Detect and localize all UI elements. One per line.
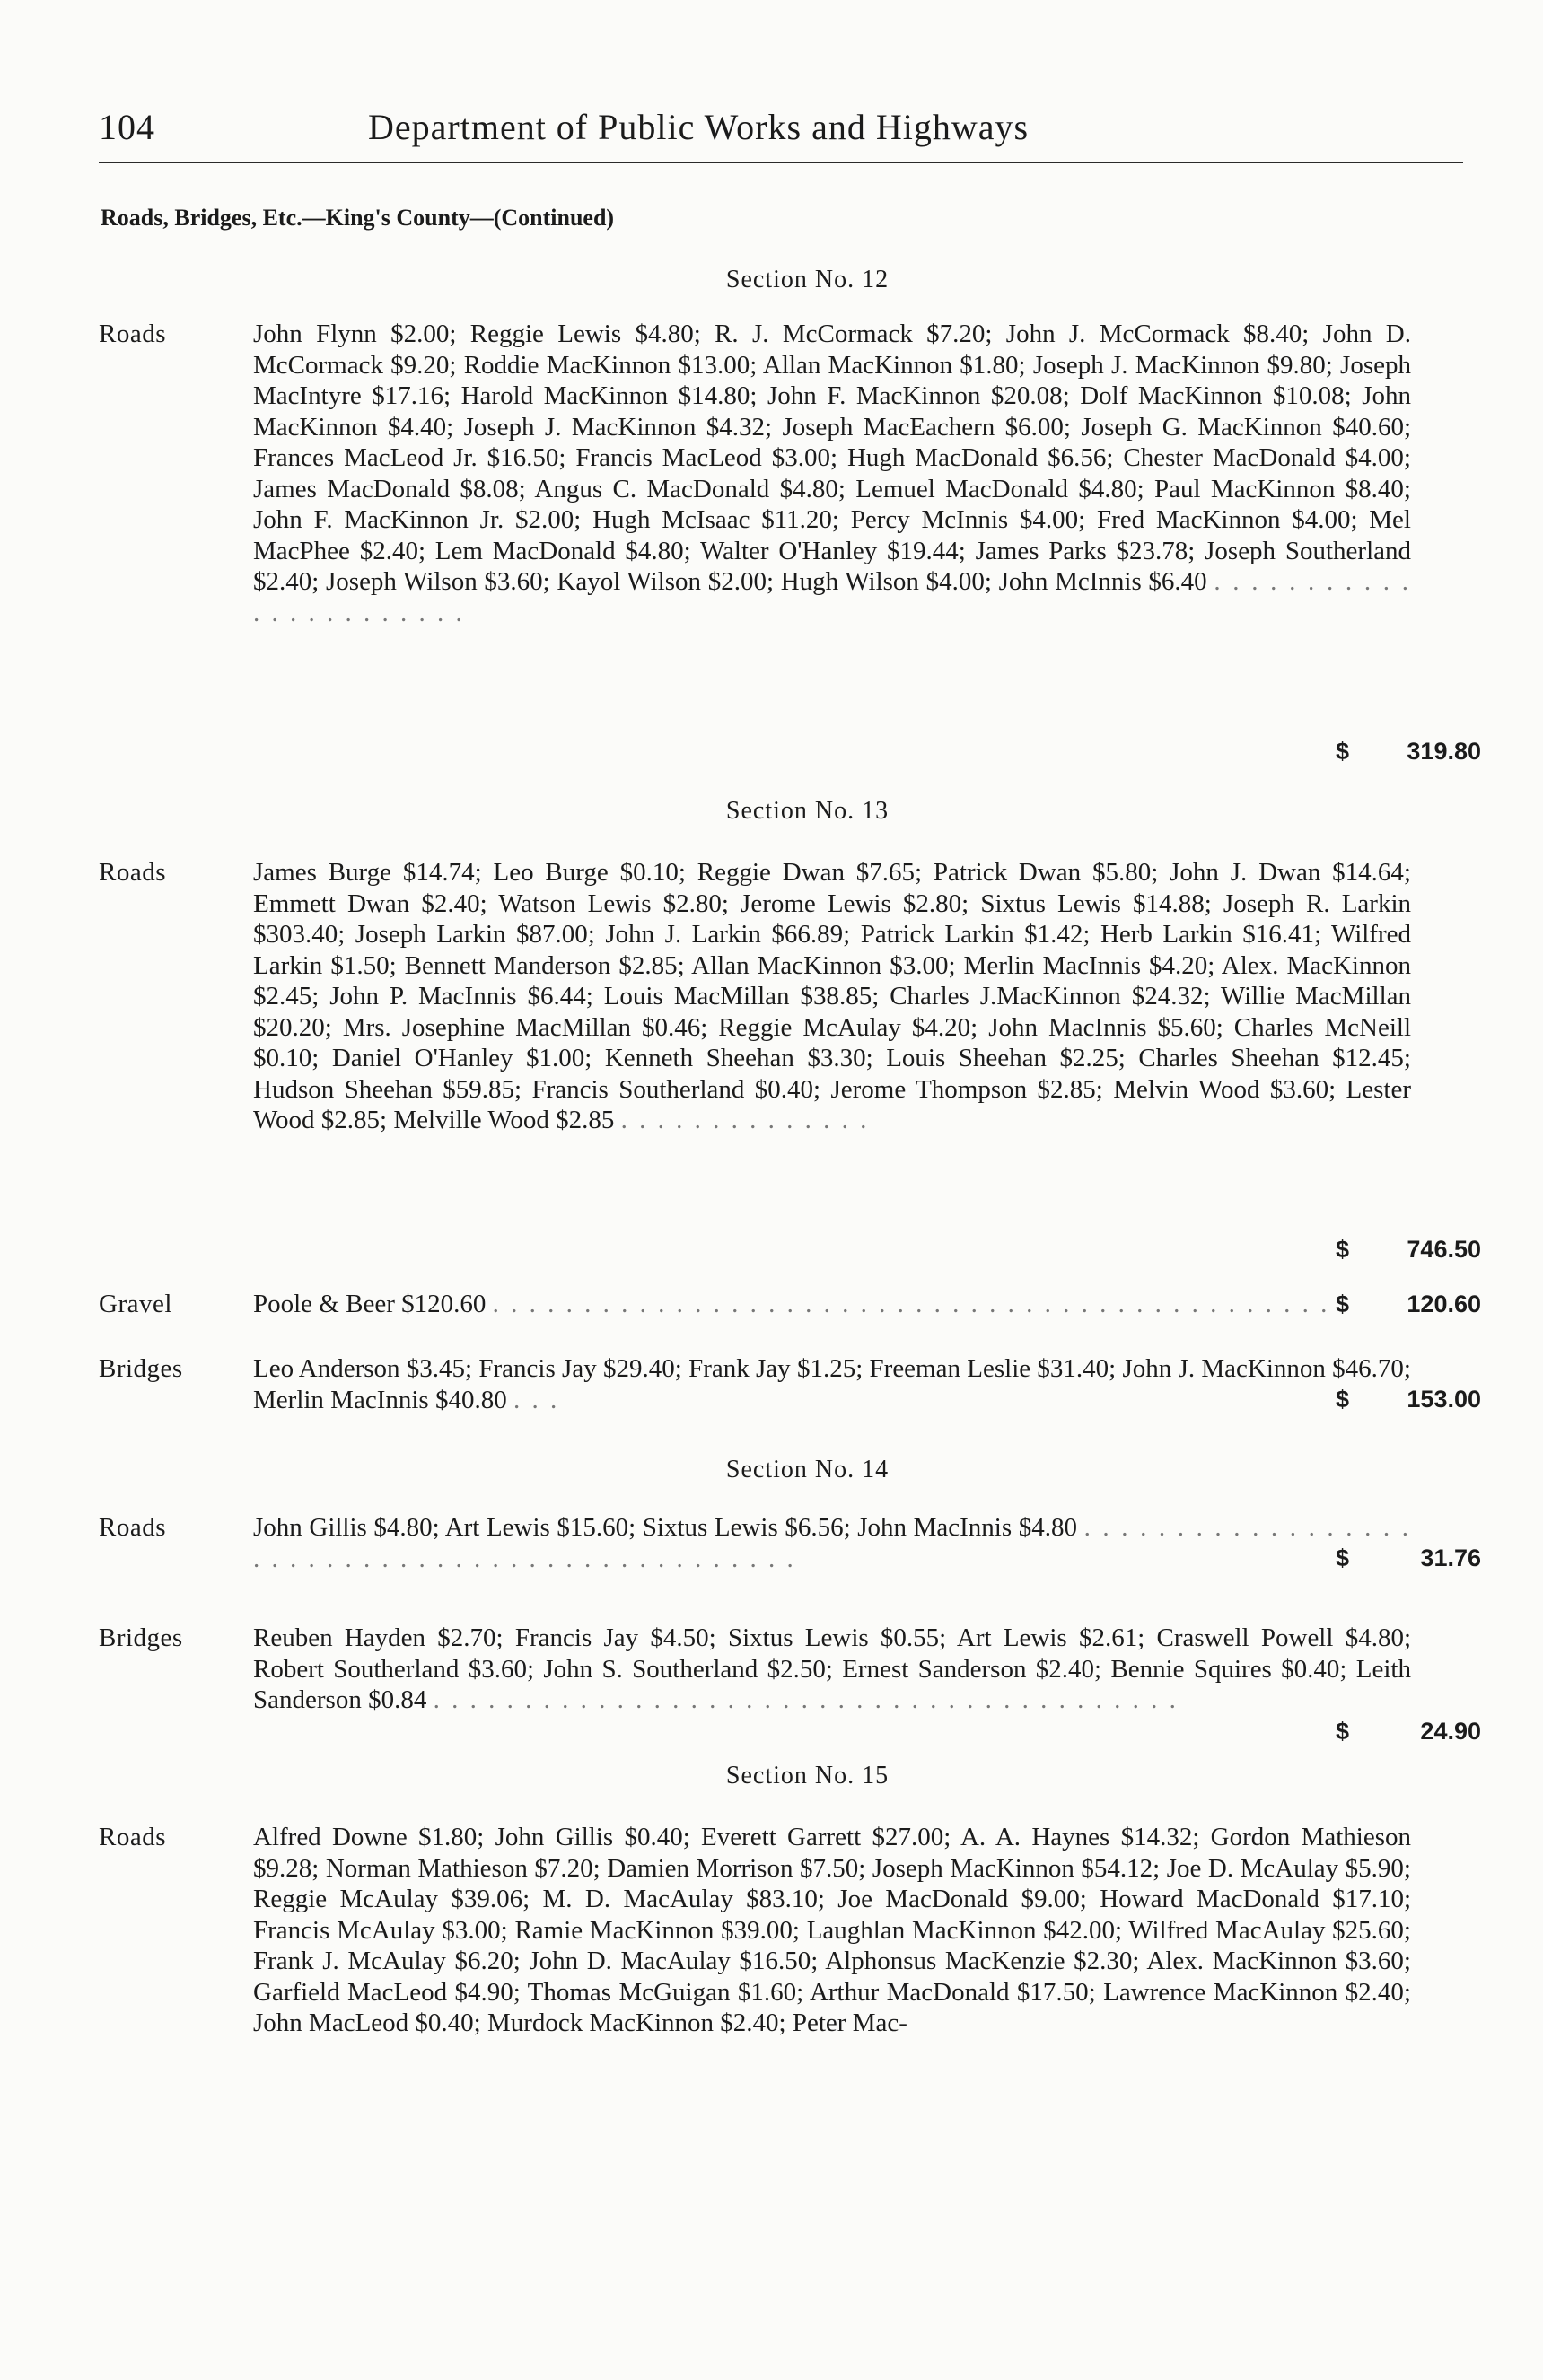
entry-payees: John Gillis $4.80; Art Lewis $15.60; Sixtus Lewis $6.56; John MacInnis $4.80 bbox=[253, 1513, 1077, 1542]
entry-label: Roads bbox=[99, 1823, 166, 1851]
entry-text bbox=[253, 1822, 1411, 2039]
dot-leader: . . . bbox=[513, 1385, 560, 1414]
currency-sign: $ bbox=[1336, 1291, 1350, 1317]
entry-label: Roads bbox=[99, 1513, 166, 1542]
entry-text bbox=[253, 857, 1411, 1136]
entry-payees: Alfred Downe $1.80; John Gillis $0.40; Everett Garrett $27.00; A. A. Haynes $14.32; Gordon Mathieson $9.28; Norman Mathieson $7.20; Damien Morrison $7.50; Joseph MacKinnon $54.12; Joe D. McAulay $5.90; Reggie McAulay $39.06; M. D. MacAulay $83.10; Joe MacDonald $9.00; Howard MacDonald $17.10; Francis McAulay $3.00; Ramie MacKinnon $39.00; Laughlan MacKinnon $42.00; Wilfred MacAulay $25.60; Frank J. McAulay $6.20; John D. MacAulay $16.50; Alphonsus MacKenzie $2.30; Alex. MacKinnon $3.60; Garfield MacLeod $4.90; Thomas McGuigan $1.60; Arthur MacDonald $17.50; Lawrence MacKinnon $2.40; John MacLeod $0.40; Murdock MacKinnon $2.40; Peter Mac- bbox=[253, 1823, 1411, 2037]
header-rule bbox=[99, 162, 1463, 163]
entry-payees: Leo Anderson $3.45; Francis Jay $29.40; Frank Jay $1.25; Freeman Leslie $31.40; John J. MacKinnon $46.70; Merlin MacInnis $40.80 bbox=[253, 1354, 1411, 1414]
entry-text bbox=[253, 1353, 1411, 1415]
entry-text bbox=[253, 1623, 1411, 1716]
entry-label: Gravel bbox=[99, 1290, 172, 1318]
continued-title: Roads, Bridges, Etc.—King's County—(Continued) bbox=[101, 205, 615, 231]
entry-text bbox=[253, 1512, 1411, 1574]
total-amount: 24.90 bbox=[1420, 1718, 1481, 1745]
entry-payees: James Burge $14.74; Leo Burge $0.10; Reggie Dwan $7.65; Patrick Dwan $5.80; John J. Dwan $14.64; Emmett Dwan $2.40; Watson Lewis $2.80; Jerome Lewis $2.80; Sixtus Lewis $14.88; Joseph R. Larkin $303.40; Joseph Larkin $87.00; John J. Larkin $66.89; Patrick Larkin $1.42; Herb Larkin $16.41; Wilfred Larkin $1.50; Bennett Manderson $2.85; Allan MacKinnon $3.00; Merlin MacInnis $4.20; Alex. MacKinnon $2.45; John P. MacInnis $6.44; Louis MacMillan $38.85; Charles J.MacKinnon $24.32; Willie MacMillan $20.20; Mrs. Josephine MacMillan $0.46; Reggie McAulay $4.20; John MacInnis $5.60; Charles McNeill $0.10; Daniel O'Hanley $1.00; Kenneth Sheehan $3.30; Louis Sheehan $2.25; Charles Sheehan $12.45; Hudson Sheehan $59.85; Francis Southerland $0.40; Jerome Thompson $2.85; Melvin Wood $3.60; Lester Wood $2.85; Melville Wood $2.85 bbox=[253, 858, 1411, 1134]
entry-label: Roads bbox=[99, 858, 166, 887]
currency-sign: $ bbox=[1336, 1544, 1350, 1571]
section-heading: Section No. 15 bbox=[725, 1762, 890, 1789]
dot-leader: . . . . . . . . . . . . . . . . . . . . . . . . . . . . . . . . . . . . . . . . . . . . . . . . bbox=[253, 1513, 1412, 1573]
section-heading: Section No. 13 bbox=[725, 797, 890, 825]
entry-payees: Poole & Beer $120.60 bbox=[253, 1290, 487, 1318]
total-amount: 319.80 bbox=[1407, 738, 1481, 765]
entry-label: Roads bbox=[99, 319, 166, 348]
entry-label: Bridges bbox=[99, 1354, 183, 1383]
currency-sign: $ bbox=[1336, 1236, 1350, 1263]
section-heading: Section No. 12 bbox=[725, 266, 890, 293]
dot-leader: . . . . . . . . . . . . . . bbox=[620, 1106, 870, 1134]
entry-payees: John Flynn $2.00; Reggie Lewis $4.80; R. J. McCormack $7.20; John J. McCormack $8.40; John D. McCormack $9.20; Roddie MacKinnon $13.00; Allan MacKinnon $1.80; Joseph J. MacKinnon $9.80; Joseph MacIntyre $17.16; Harold MacKinnon $14.80; John F. MacKinnon $20.08; Dolf MacKinnon $10.08; John MacKinnon $4.40; Joseph J. MacKinnon $4.32; Joseph MacEachern $6.00; Joseph G. MacKinnon $40.60; Frances MacLeod Jr. $16.50; Francis MacLeod $3.00; Hugh MacDonald $6.56; Chester MacDonald $4.00; James MacDonald $8.08; Angus C. MacDonald $4.80; Lemuel MacDonald $4.80; Paul MacKinnon $8.40; John F. MacKinnon Jr. $2.00; Hugh McIsaac $11.20; Percy McInnis $4.00; Fred MacKinnon $4.00; Mel MacPhee $2.40; Lem MacDonald $4.80; Walter O'Hanley $19.44; James Parks $23.78; Joseph Southerland $2.40; Joseph Wilson $3.60; Kayol Wilson $2.00; Hugh Wilson $4.00; John McInnis $6.40 bbox=[253, 319, 1411, 596]
section-heading: Section No. 14 bbox=[725, 1456, 890, 1483]
entry-payees: Reuben Hayden $2.70; Francis Jay $4.50; Sixtus Lewis $0.55; Art Lewis $2.61; Craswell Powell $4.80; Robert Southerland $3.60; John S. Southerland $2.50; Ernest Sanderson $2.40; Bennie Squires $0.40; Leith Sanderson $0.84 bbox=[253, 1623, 1411, 1714]
total-amount: 31.76 bbox=[1420, 1544, 1481, 1571]
entry-text bbox=[253, 1289, 1411, 1320]
currency-sign: $ bbox=[1336, 738, 1350, 765]
total-amount: 120.60 bbox=[1407, 1291, 1481, 1317]
total-amount: 746.50 bbox=[1407, 1236, 1481, 1263]
currency-sign: $ bbox=[1336, 1718, 1350, 1745]
dot-leader: . . . . . . . . . . . . . . . . . . . . . . . . . . . . . . . . . . . . . . . . . . . . . . bbox=[492, 1290, 1330, 1318]
total-amount: 153.00 bbox=[1407, 1386, 1481, 1413]
entry-label: Bridges bbox=[99, 1623, 183, 1652]
page-number: 104 bbox=[99, 107, 155, 147]
dot-leader: . . . . . . . . . . . . . . . . . . . . . . . bbox=[253, 567, 1411, 627]
entry-text bbox=[253, 319, 1411, 628]
page-title: Department of Public Works and Highways bbox=[368, 107, 1030, 147]
currency-sign: $ bbox=[1336, 1386, 1350, 1413]
dot-leader: . . . . . . . . . . . . . . . . . . . . . . . . . . . . . . . . . . . . . . . . . bbox=[433, 1685, 1179, 1714]
